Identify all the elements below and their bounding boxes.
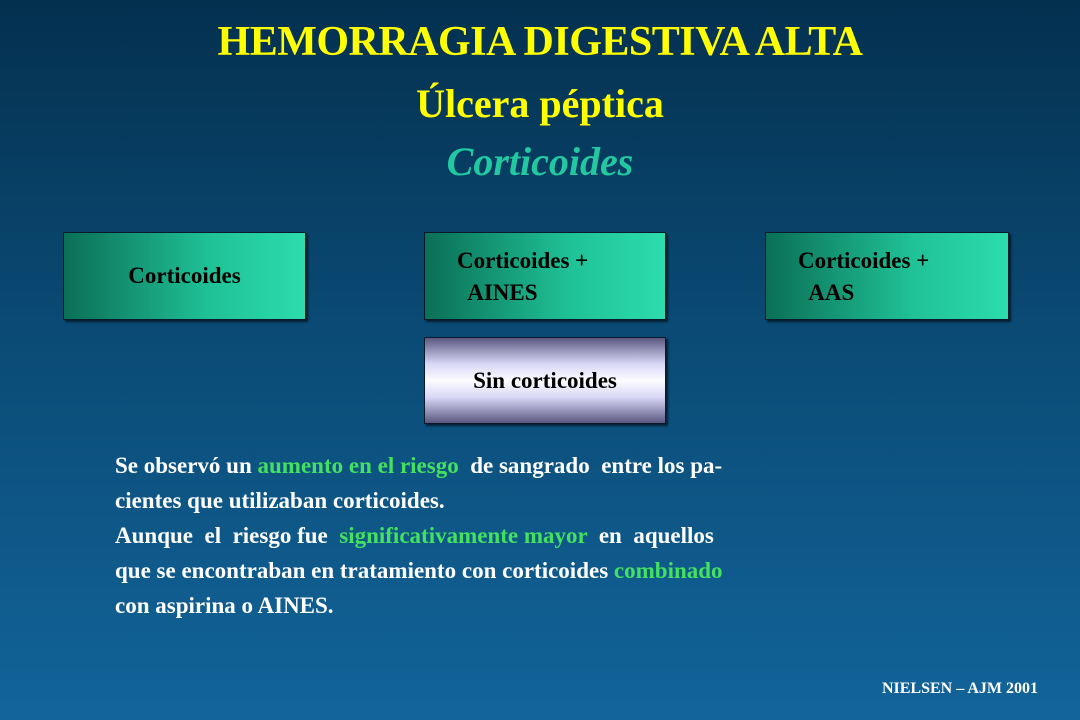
highlight-aumento-riesgo: aumento en el riesgo <box>257 453 459 478</box>
body-paragraph <box>115 448 975 623</box>
slide-subtitle: Úlcera péptica <box>416 81 664 126</box>
citation: NIELSEN – AJM 2001 <box>881 680 1038 697</box>
body-text-segment: en aquellos <box>587 523 714 548</box>
body-line-4 <box>115 553 975 588</box>
box-sin-corticoides-label: Sin corticoides <box>473 367 617 393</box>
highlight-significativamente-mayor: significativamente mayor <box>339 523 588 548</box>
body-text-segment: cientes que utilizaban corticoides. <box>115 488 445 513</box>
box-corticoides-aines <box>424 232 666 320</box>
box-corticoides-label: Corticoides <box>128 263 241 288</box>
box-corticoides-aas <box>765 232 1009 320</box>
body-line-1 <box>115 448 975 483</box>
body-line-5 <box>115 588 975 623</box>
box-corticoides-aas-label: Corticoides + AAS <box>798 248 930 305</box>
body-text-segment: Aunque el riesgo fue <box>115 523 340 548</box>
box-sin-corticoides <box>424 337 666 424</box>
body-text-segment: que se encontraban en tratamiento con corticoides <box>115 558 614 583</box>
box-corticoides <box>63 232 306 320</box>
body-text-segment: con aspirina o AINES. <box>115 593 334 618</box>
body-text-segment: de sangrado entre los pa- <box>458 453 723 478</box>
body-text-segment: Se observó un <box>115 453 258 478</box>
slide-topic: Corticoides <box>446 139 634 184</box>
body-line-3 <box>115 518 975 553</box>
box-corticoides-aines-label: Corticoides + AINES <box>457 248 589 305</box>
body-line-2 <box>115 483 975 518</box>
slide-title: HEMORRAGIA DIGESTIVA ALTA <box>217 19 863 65</box>
highlight-combinado: combinado <box>613 558 723 583</box>
